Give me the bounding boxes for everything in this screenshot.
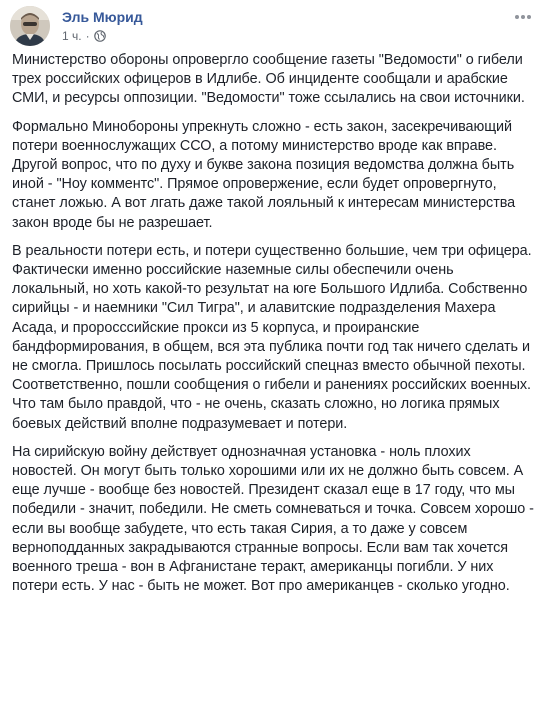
meta-separator: · bbox=[85, 29, 90, 43]
globe-icon[interactable] bbox=[94, 30, 106, 42]
post-header bbox=[10, 6, 535, 46]
post-paragraph-1: Министерство обороны опровергло сообщение газеты "Ведомости" о гибели трех российских офицеров в Идлибе. Об инциденте сообщали и арабские СМИ, и ресурсы оппозиции. "Ведомости" тоже ссылались на свои источники. bbox=[12, 52, 525, 107]
author-avatar[interactable] bbox=[10, 6, 50, 46]
author-name[interactable]: Эль Мюрид bbox=[62, 9, 143, 25]
more-options-icon[interactable] bbox=[511, 8, 535, 26]
post-paragraph-3: В реальности потери есть, и потери существенно большие, чем три офицера. Фактически именно российские наземные силы обеспечили очень локальный, но хоть какой-то результат на юге Большого Идлиба. Собственно сирийцы - и наемники "Сил Тигра", и алавитские подразделения Махера Асада, и проросссийские прокси из 5 корпуса, и проиранские бандформирования, в общем, вся эта публика почти год так ничего сделать и не смогла. Пришлось посылать российский спецназ вместо обычной пехоты. Соответственно, пошли сообщения о гибели и ранениях российских военных. Что там было правдой, что - не очень, сказать сложно, но логика прямых боевых действий вполне подразумевает и потери. bbox=[12, 242, 532, 432]
post-timestamp[interactable]: 1 ч. bbox=[62, 29, 82, 43]
post-paragraph-4: На сирийскую войну действует однозначная установка - ноль плохих новостей. Он могут быть только хорошими или их не должно быть совсем. А еще лучше - вообще без новостей. Президент сказал еще в 17 году, что мы победили - значит, победили. Не сметь сомневаться и точка. Совсем хорошо - если вы вообще забудете, что есть такая Сирия, а то даже у совсем верноподданных закрадываются странные вопросы. Если вам так хочется военного треша - вон в Афганистане теракт, американцы погибли. У них потери есть. У нас - быть не может. Вот про американцев - сколько угодно. bbox=[12, 443, 534, 595]
avatar-photo-icon bbox=[10, 6, 50, 46]
post-text bbox=[12, 51, 534, 605]
post-meta bbox=[62, 29, 106, 43]
post-paragraph-2: Формально Минобороны упрекнуть сложно - есть закон, засекречивающий потери военнослужащих ССО, а потому министерство вроде как вправе. Другой вопрос, что по духу и букве закона позиция ведомства должна быть иной - "Ноу комментс". Прямое опровержение, если будет опровергнуто, станет ложью. А вот лгать даже такой лояльный к интересам министерства закон вроде бы не разрешает. bbox=[12, 118, 516, 231]
